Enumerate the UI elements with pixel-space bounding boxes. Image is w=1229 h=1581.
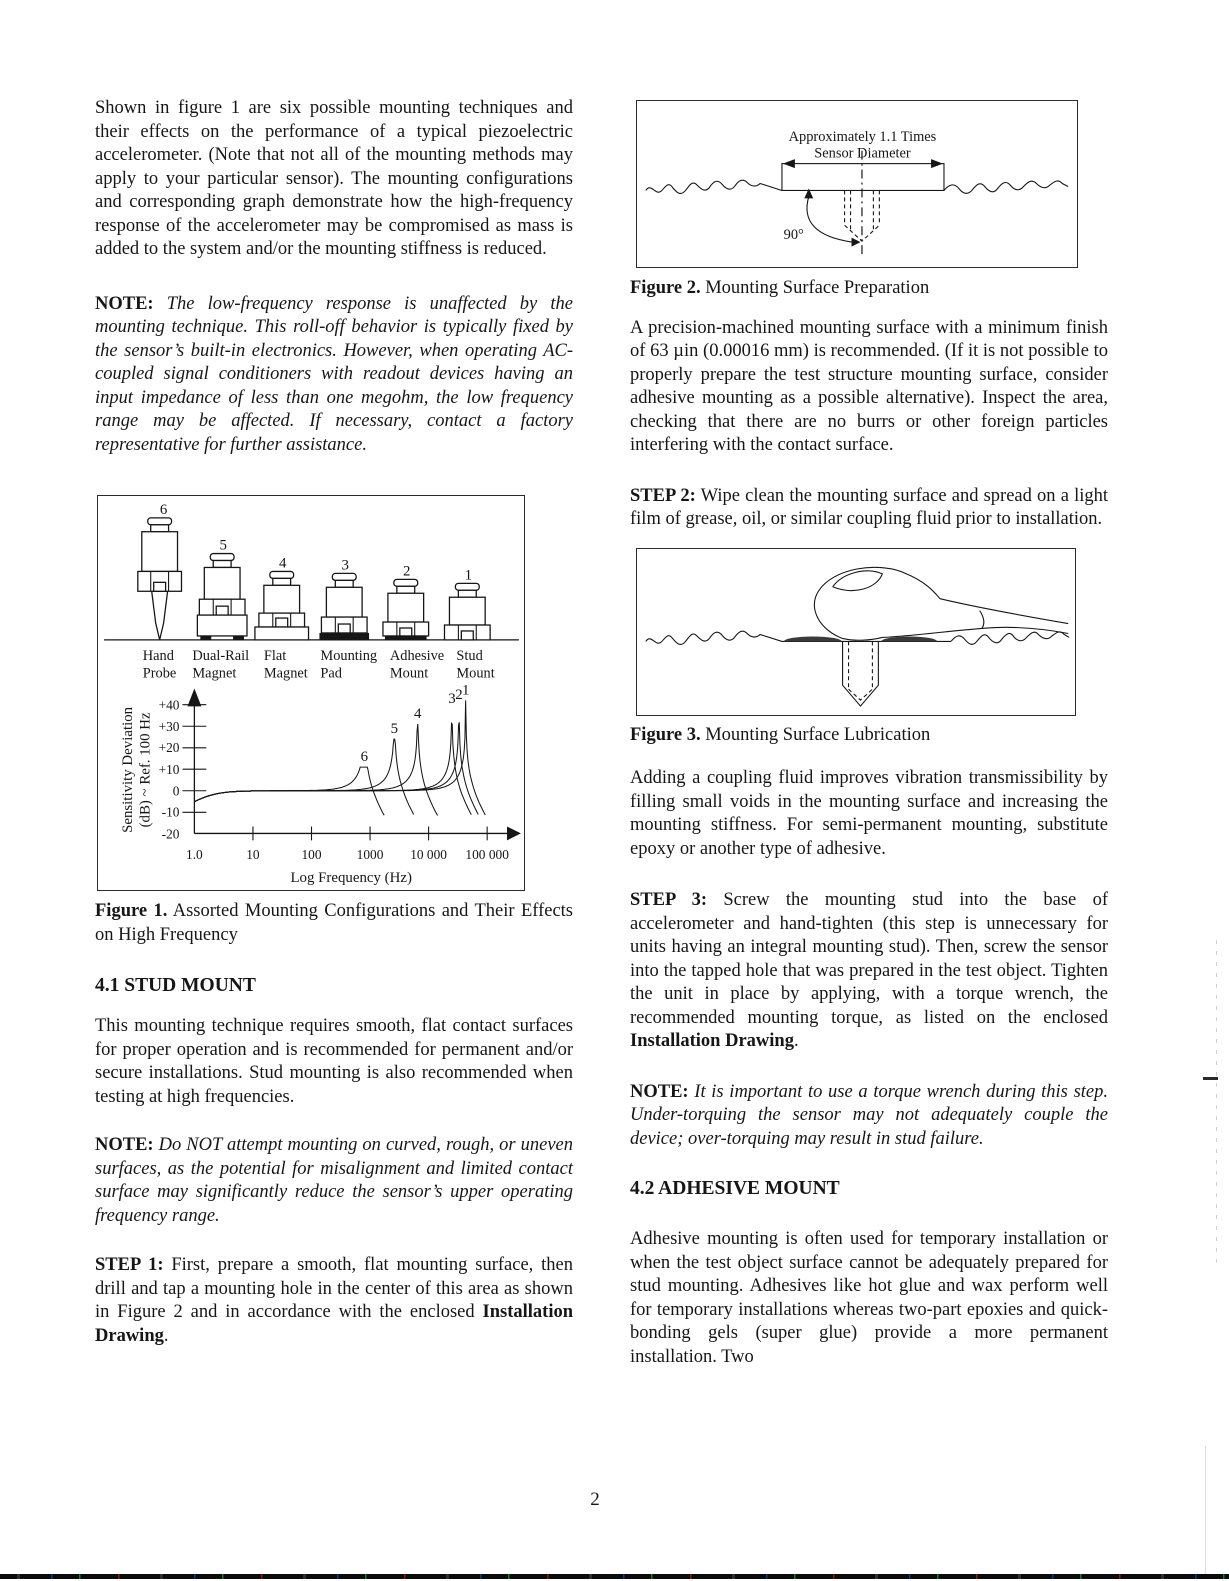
icon-number-5: 5: [219, 537, 227, 554]
curve-label-1: 1: [462, 682, 470, 699]
xtick-1: 1.0: [186, 847, 203, 863]
response-curve-2: [194, 722, 478, 814]
section-heading-4-2: 4.2 ADHESIVE MOUNT: [630, 1178, 840, 1199]
left-column: [95, 97, 573, 1348]
note-low-frequency: NOTE: The low-frequency response is unaffected by the mounting technique. This roll-off behavior is typically fixed by the sensor’s built-in electronics. However, when operating AC-coupled signal conditioners with readout devices having an input impedance of less than one megohm, the low frequency range may be affected. If necessary, contact a factory representative for further assistance.: [95, 293, 573, 455]
tapped-hole-inner: [849, 641, 873, 700]
figure2-box: [636, 100, 1078, 268]
curve-label-2: 2: [455, 686, 463, 703]
ytick-10: +10: [158, 761, 180, 777]
paragraph-stud-mount: This mounting technique requires smooth, flat contact surfaces for proper operation and is recommended for permanent and/or secure installations. Stud mounting is also recommended when testing at high frequencies.: [95, 1016, 573, 1107]
flat-magnet-icon: [255, 571, 309, 639]
ytick-neg10: -10: [161, 804, 180, 820]
figure2-caption: Figure 2. Mounting Surface Preparation: [630, 278, 930, 298]
label-hand-probe-2: Probe: [142, 665, 177, 682]
paragraph-intro: Shown in figure 1 are six possible mounting techniques and their effects on the performance of a typical piezoelectric accelerometer. (Note that not all of the mounting methods may apply to your particular sensor). The mounting configurations and corresponding graph demonstrate how the high-frequency response of the accelerometer may be compromised as mass is added to the system and/or the mounting stiffness is reduced.: [95, 98, 573, 259]
dimension-arrow-left: [783, 159, 795, 168]
note-curved-surfaces: NOTE: Do NOT attempt mounting on curved, rough, or uneven surfaces, as the potential for misalignment and limited contact surface may significantly reduce the sensor’s upper operating frequency range.: [95, 1135, 573, 1226]
scan-artifact-dotted-line: [1216, 940, 1217, 1270]
xtick-10: 10: [246, 847, 260, 863]
rough-surface-right: [951, 631, 1069, 643]
label-flat-magnet-2: Magnet: [263, 665, 308, 682]
prepared-flat-region: [782, 164, 944, 191]
angle-arc: [807, 196, 853, 242]
curve-label-4: 4: [413, 706, 422, 723]
rough-surface-right: [944, 181, 1068, 193]
icon-number-2: 2: [403, 563, 411, 580]
xtick-10000: 10 000: [410, 847, 447, 863]
dimension-label-1: Approximately 1.1 Times: [788, 128, 937, 145]
curve-label-3: 3: [448, 691, 456, 708]
step3-paragraph: STEP 3: Screw the mounting stud into the base of accelerometer and hand-tighten (this step is unnecessary for units having an integral mounting stud). Then, screw the sensor into the tapped hole that was prepared in the test object. Tighten the unit in place by applying, with a torque wrench, the recommended mounting torque, as listed on the enclosed Installation Drawing.: [630, 890, 1108, 1051]
label-dual-rail: Dual-Rail: [192, 647, 250, 664]
curve-label-6: 6: [360, 749, 369, 766]
section-heading-4-1: 4.1 STUD MOUNT: [95, 975, 256, 996]
label-stud-2: Mount: [456, 665, 495, 682]
y-axis-title-2: (dB) ~ Ref. 100 Hz: [137, 712, 154, 828]
dimension-arrow-right: [931, 159, 943, 168]
response-curve-1: [194, 700, 485, 815]
label-dual-rail-2: Magnet: [192, 665, 237, 682]
response-curve-3: [194, 723, 471, 814]
figure1-caption: Figure 1. Assorted Mounting Configurations and Their Effects on High Frequency: [95, 901, 573, 945]
y-axis-title-1: Sensitivity Deviation: [119, 706, 136, 833]
step1-paragraph: STEP 1: First, prepare a smooth, flat mounting surface, then drill and tap a mounting hole in the center of this area as shown in Figure 2 and in accordance with the enclosed Installation Drawing.: [95, 1255, 573, 1346]
curve-label-5: 5: [390, 721, 399, 738]
x-axis-title: Log Frequency (Hz): [290, 870, 412, 887]
figure3-box: [636, 548, 1076, 716]
frequency-response-graph: [120, 682, 521, 886]
mounting-pad-icon: [319, 573, 369, 639]
scan-artifact-bottom-edge: [0, 1574, 1229, 1579]
label-adhesive: Adhesive: [389, 647, 445, 664]
paragraph-coupling-fluid: Adding a coupling fluid improves vibration transmissibility by filling small voids in the mounting surface and increasing the mounting stiffness. For semi-permanent mounting, substitute epoxy or another type of adhesive.: [630, 768, 1108, 859]
rough-surface-left: [646, 631, 782, 644]
label-adhesive-2: Mount: [389, 665, 429, 682]
ytick-40: +40: [158, 697, 180, 713]
note-torque-wrench: NOTE: It is important to use a torque wrench during this step. Under-torquing the sensor may not adequately couple the device; over-torquing may result in stud failure.: [630, 1081, 1108, 1149]
icon-number-6: 6: [159, 501, 168, 518]
ytick-20: +20: [158, 740, 180, 756]
adhesive-mount-icon: [383, 579, 429, 640]
figure3-caption: Figure 3. Mounting Surface Lubrication: [630, 724, 931, 745]
figure1-box: [97, 495, 525, 891]
page-number: 2: [590, 1489, 600, 1510]
ytick-0: 0: [172, 783, 180, 799]
icon-number-3: 3: [341, 557, 349, 574]
ytick-neg20: -20: [161, 826, 180, 842]
step2-paragraph: STEP 2: Wipe clean the mounting surface and spread on a light film of grease, oil, or similar coupling fluid prior to installation.: [630, 485, 1108, 529]
tapped-hole-outline: [843, 641, 879, 706]
response-curves: [194, 682, 485, 815]
angle-label: 90°: [783, 227, 804, 244]
figure2-illustration: [637, 101, 1077, 267]
angle-arrow-bottom: [852, 238, 861, 247]
hand-probe-icon: [138, 518, 182, 640]
finger-crease: [980, 610, 984, 628]
icon-number-1: 1: [464, 567, 473, 584]
label-stud: Stud: [456, 647, 483, 664]
response-curve-5: [194, 739, 413, 814]
rough-surface-left: [646, 180, 782, 193]
label-mounting-pad-2: Pad: [320, 665, 342, 682]
icon-number-4: 4: [278, 555, 287, 572]
scan-artifact-faint-line: [1205, 1446, 1206, 1574]
stud-mount-icon: [444, 583, 490, 640]
figure3-illustration: [637, 549, 1075, 715]
paragraph-adhesive-mount: Adhesive mounting is often used for temporary installation or when the test object surface cannot be adequately prepared for stud mounting. Adhesives like hot glue and wax perform well for temporary installations whereas two-part epoxies and quick-bonding gels (super glue) provide a more permanent installation. Two: [630, 1229, 1108, 1367]
xtick-100: 100: [301, 847, 322, 863]
dual-rail-magnet-icon: [197, 554, 247, 640]
right-column: [630, 98, 1108, 1369]
dimension-label-2: Sensor Diameter: [814, 145, 911, 162]
label-flat-magnet: Flat: [263, 647, 287, 664]
label-hand-probe: Hand: [142, 647, 174, 664]
paragraph-surface-finish: A precision-machined mounting surface with a minimum finish of 63 µin (0.00016 mm) is recommended. (If it is not possible to properly prepare the test structure mounting surface, consider adhesive mounting as a possible alternative). Inspect the area, checking that there are no burrs or other foreign particles interfering with the contact surface.: [630, 317, 1108, 455]
grease-patch-left: [784, 636, 842, 641]
ytick-30: +30: [158, 719, 180, 735]
figure1-illustration: [98, 496, 524, 890]
finger-illustration: [814, 567, 1068, 640]
response-curve-4: [194, 724, 437, 816]
label-mounting-pad: Mounting: [320, 647, 378, 664]
xtick-1000: 1000: [356, 847, 384, 863]
xtick-100000: 100 000: [465, 847, 509, 863]
